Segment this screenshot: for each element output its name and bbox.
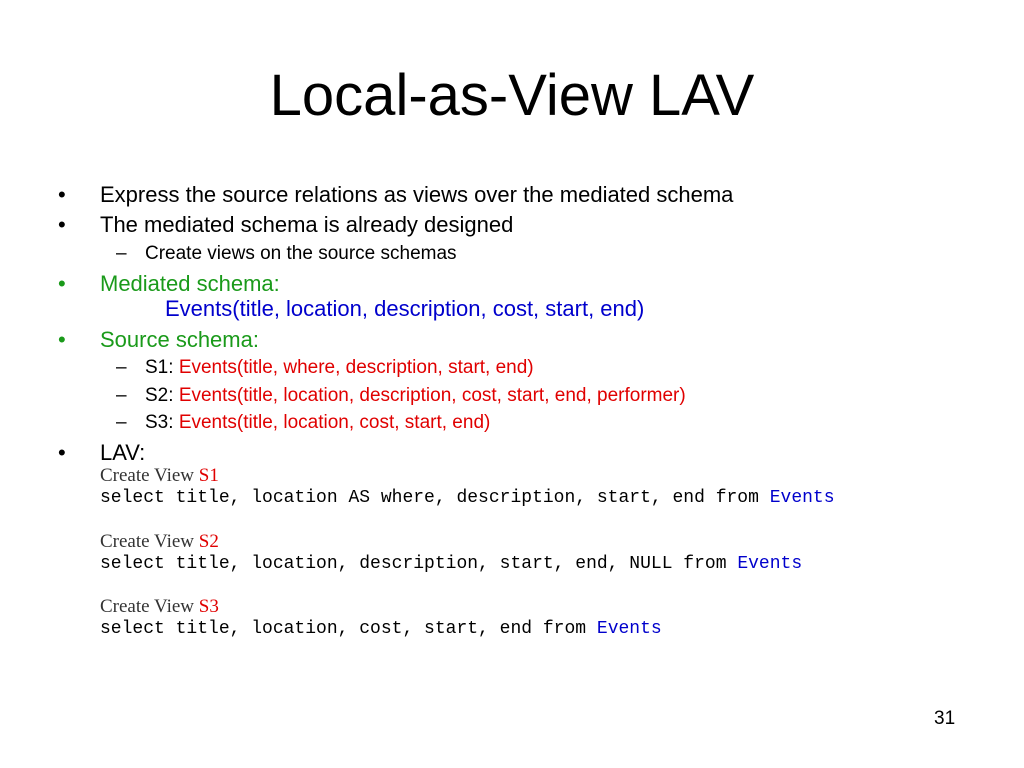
- code-select-s3: [100, 618, 662, 640]
- bullet-marker: •: [58, 327, 66, 352]
- mediated-schema-definition: Events(title, location, description, cost, start, end): [165, 296, 645, 321]
- source-s2-definition: Events(title, location, description, cost, start, end, performer): [178, 385, 686, 406]
- source-s3: [145, 411, 490, 435]
- slide-title: Local-as-View LAV: [269, 63, 755, 128]
- code-table-name: Events: [596, 619, 662, 639]
- code-create-view-s2: [100, 531, 219, 553]
- code-select-text: select title, location AS where, description, start, end from: [100, 488, 770, 508]
- code-select-s1: [100, 487, 835, 509]
- code-keyword: Create View: [100, 465, 199, 486]
- code-select-text: select title, location, description, start, end, NULL from: [100, 554, 738, 574]
- bullet-lav-label: LAV:: [100, 440, 146, 465]
- source-s1: [145, 356, 534, 380]
- bullet-source-schema-label: Source schema:: [100, 327, 259, 352]
- dash-marker: –: [116, 412, 127, 433]
- bullet-marker: •: [58, 182, 66, 207]
- dash-marker: –: [116, 357, 127, 378]
- bullet-marker: •: [58, 440, 66, 465]
- source-s1-label: S1:: [145, 357, 174, 378]
- code-keyword: Create View: [100, 531, 199, 552]
- code-view-name: S2: [198, 531, 219, 552]
- code-view-name: S3: [198, 596, 219, 617]
- code-keyword: Create View: [100, 596, 199, 617]
- page-number: 31: [934, 708, 956, 729]
- source-s2: [145, 384, 686, 408]
- code-select-text: select title, location, cost, start, end from: [100, 619, 597, 639]
- code-view-name: S1: [198, 465, 219, 486]
- bullet-marker: •: [58, 271, 66, 296]
- code-select-s2: [100, 553, 802, 575]
- source-s3-label: S3:: [145, 412, 174, 433]
- subbullet-create-views: Create views on the source schemas: [145, 243, 457, 264]
- source-s3-definition: Events(title, location, cost, start, end): [178, 412, 491, 433]
- bullet-marker: •: [58, 212, 66, 237]
- code-table-name: Events: [737, 554, 803, 574]
- dash-marker: –: [116, 385, 127, 406]
- bullet-mediated-designed: The mediated schema is already designed: [100, 212, 514, 237]
- dash-marker: –: [116, 243, 127, 264]
- bullet-express-source: Express the source relations as views over the mediated schema: [100, 182, 734, 207]
- source-s1-definition: Events(title, where, description, start, end): [178, 357, 534, 378]
- code-create-view-s1: [100, 465, 219, 487]
- bullet-mediated-schema-label: Mediated schema:: [100, 271, 280, 296]
- source-s2-label: S2:: [145, 385, 174, 406]
- code-table-name: Events: [769, 488, 835, 508]
- code-create-view-s3: [100, 596, 219, 618]
